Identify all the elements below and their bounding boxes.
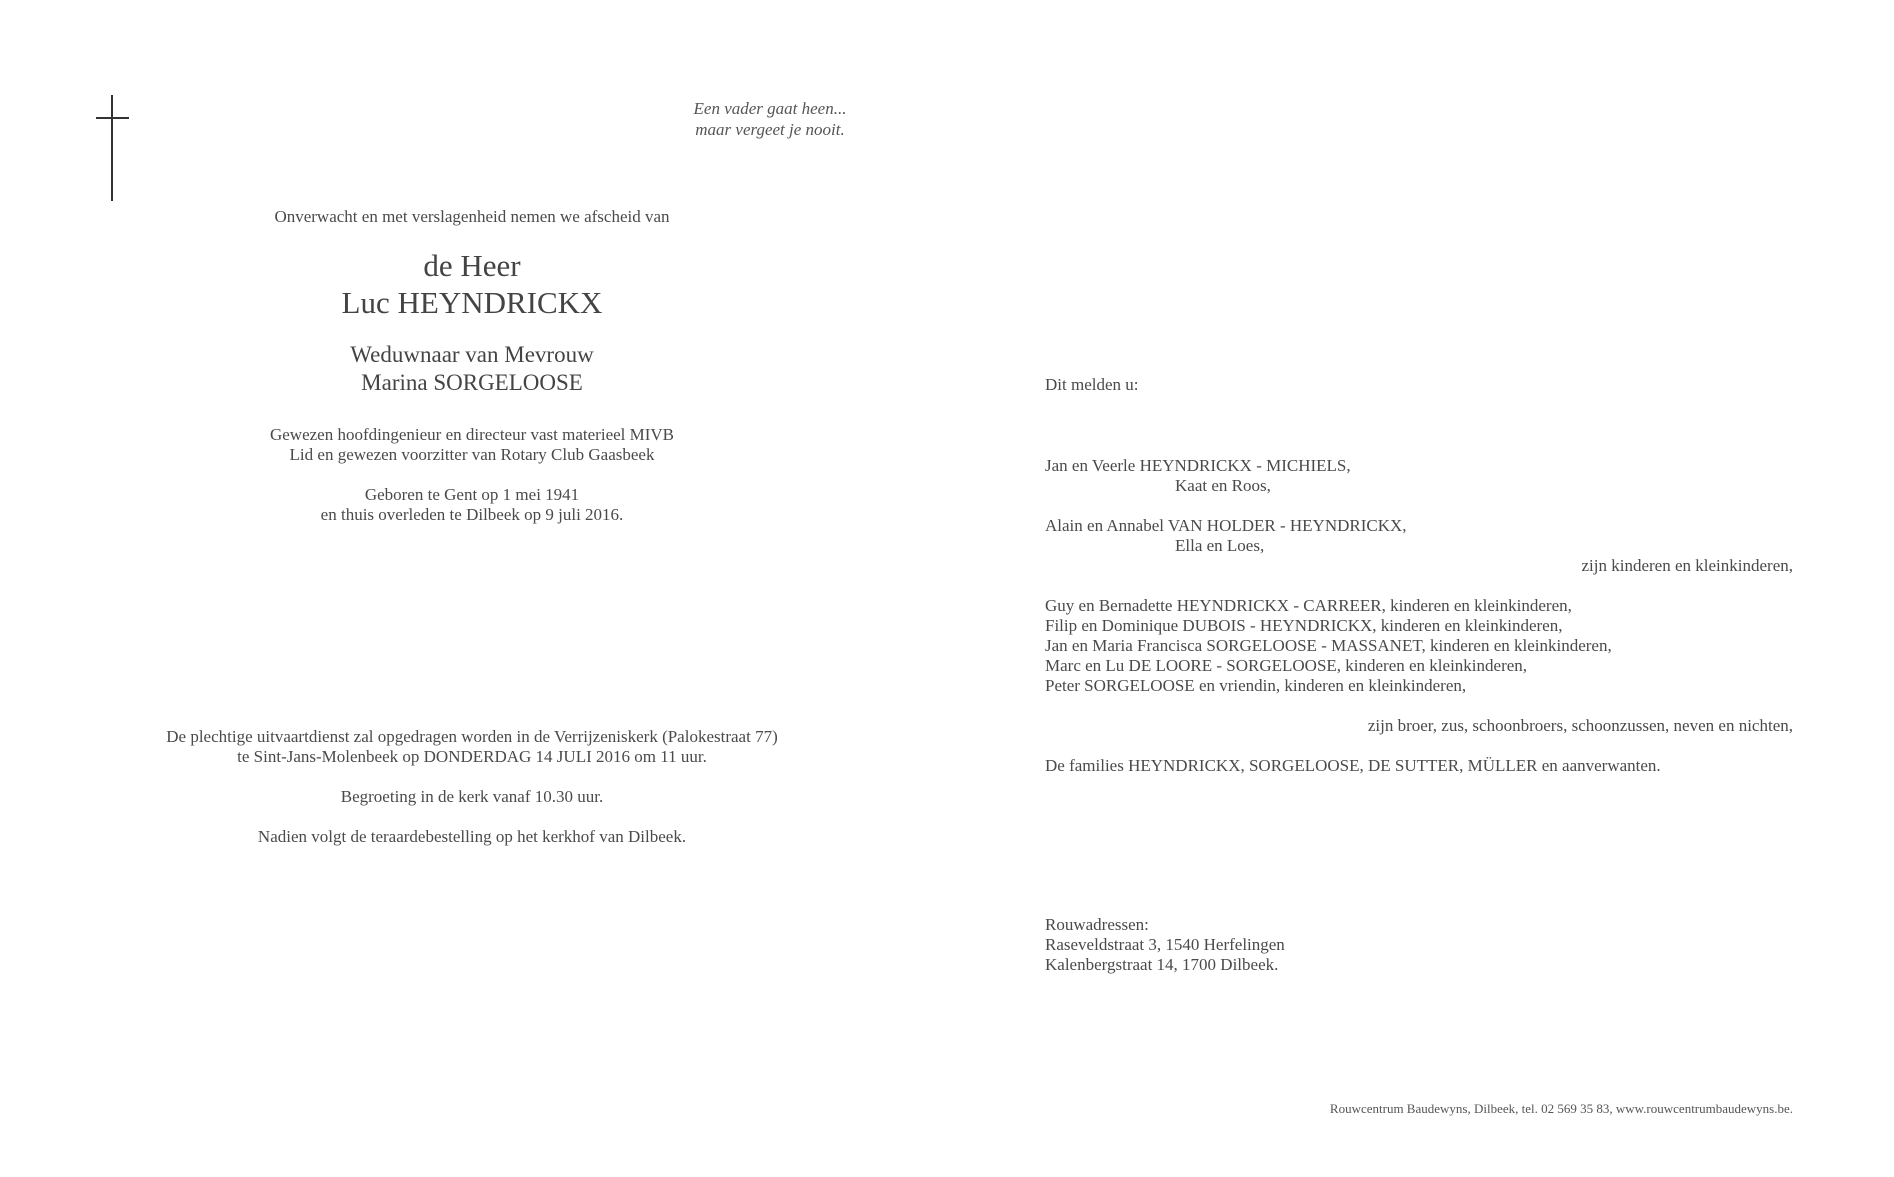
- family-2-parents: Alain en Annabel VAN HOLDER - HEYNDRICKX,: [1045, 516, 1407, 535]
- greeting-text: Begroeting in de kerk vanaf 10.30 uur.: [340, 787, 604, 806]
- sibling-line: Peter SORGELOOSE en vriendin, kinderen en kleinkinderen,: [1045, 676, 1467, 695]
- announce-text: Dit melden u:: [1045, 375, 1139, 394]
- died-line: en thuis overleden te Dilbeek op 9 juli 2016.: [320, 505, 624, 524]
- cross-icon: [111, 95, 113, 201]
- families-text: De families HEYNDRICKX, SORGELOOSE, DE SUTTER, MÜLLER en aanverwanten.: [1045, 756, 1661, 775]
- widow-line-2: Marina SORGELOOSE: [361, 370, 583, 395]
- service-line-2: te Sint-Jans-Molenbeek op DONDERDAG 14 JULI 2016 om 11 uur.: [237, 747, 707, 766]
- widow-line-1: Weduwnaar van Mevrouw: [350, 342, 594, 367]
- deceased-name: Luc HEYNDRICKX: [341, 285, 603, 320]
- career-line-2: Lid en gewezen voorzitter van Rotary Club Gaasbeek: [289, 445, 655, 464]
- career-block: [130, 425, 814, 465]
- quote-line-1: Een vader gaat heen...: [693, 99, 847, 118]
- deceased-title: de Heer: [423, 248, 521, 283]
- family-1-kids: Kaat en Roos,: [1175, 476, 1271, 495]
- siblings-note: zijn broer, zus, schoonbroers, schoonzussen, neven en nichten,: [1367, 716, 1793, 735]
- burial-text: Nadien volgt de teraardebestelling op het kerkhof van Dilbeek.: [257, 827, 687, 846]
- service-line-1: De plechtige uitvaartdienst zal opgedragen worden in de Verrijzeniskerk (Palokestraat 77): [166, 727, 778, 746]
- addresses: [1045, 915, 1285, 975]
- family-2: [1045, 516, 1407, 556]
- sibling-line: Jan en Maria Francisca SORGELOOSE - MASSANET, kinderen en kleinkinderen,: [1045, 636, 1612, 655]
- sibling-line: Marc en Lu DE LOORE - SORGELOOSE, kinderen en kleinkinderen,: [1045, 656, 1528, 675]
- sibling-line: Guy en Bernadette HEYNDRICKX - CARREER, kinderen en kleinkinderen,: [1045, 596, 1572, 615]
- sibling-line: Filip en Dominique DUBOIS - HEYNDRICKX, kinderen en kleinkinderen,: [1045, 616, 1563, 635]
- widow-block: [130, 341, 814, 397]
- deceased-block: [130, 247, 814, 321]
- family-2-kids: Ella en Loes,: [1175, 536, 1265, 555]
- quote-line-2: maar vergeet je nooit.: [695, 120, 845, 139]
- address-line-1: Raseveldstraat 3, 1540 Herfelingen: [1045, 935, 1285, 954]
- address-title: Rouwadressen:: [1045, 915, 1149, 934]
- family-1: [1045, 456, 1351, 496]
- service-block: [130, 727, 814, 767]
- children-note: zijn kinderen en kleinkinderen,: [1581, 556, 1793, 575]
- cross-icon-bar: [96, 117, 129, 119]
- siblings-list: [1045, 596, 1612, 696]
- career-line-1: Gewezen hoofdingenieur en directeur vast materieel MIVB: [269, 425, 675, 444]
- address-line-2: Kalenbergstraat 14, 1700 Dilbeek.: [1045, 955, 1279, 974]
- born-line: Geboren te Gent op 1 mei 1941: [364, 485, 580, 504]
- quote: [620, 98, 920, 140]
- footer-funeral-home: Rouwcentrum Baudewyns, Dilbeek, tel. 02 569 35 83, www.rouwcentrumbaudewyns.be.: [1329, 1101, 1793, 1116]
- intro-text: Onverwacht en met verslagenheid nemen we afscheid van: [274, 207, 670, 226]
- birth-death-block: [130, 485, 814, 525]
- family-1-parents: Jan en Veerle HEYNDRICKX - MICHIELS,: [1045, 456, 1351, 475]
